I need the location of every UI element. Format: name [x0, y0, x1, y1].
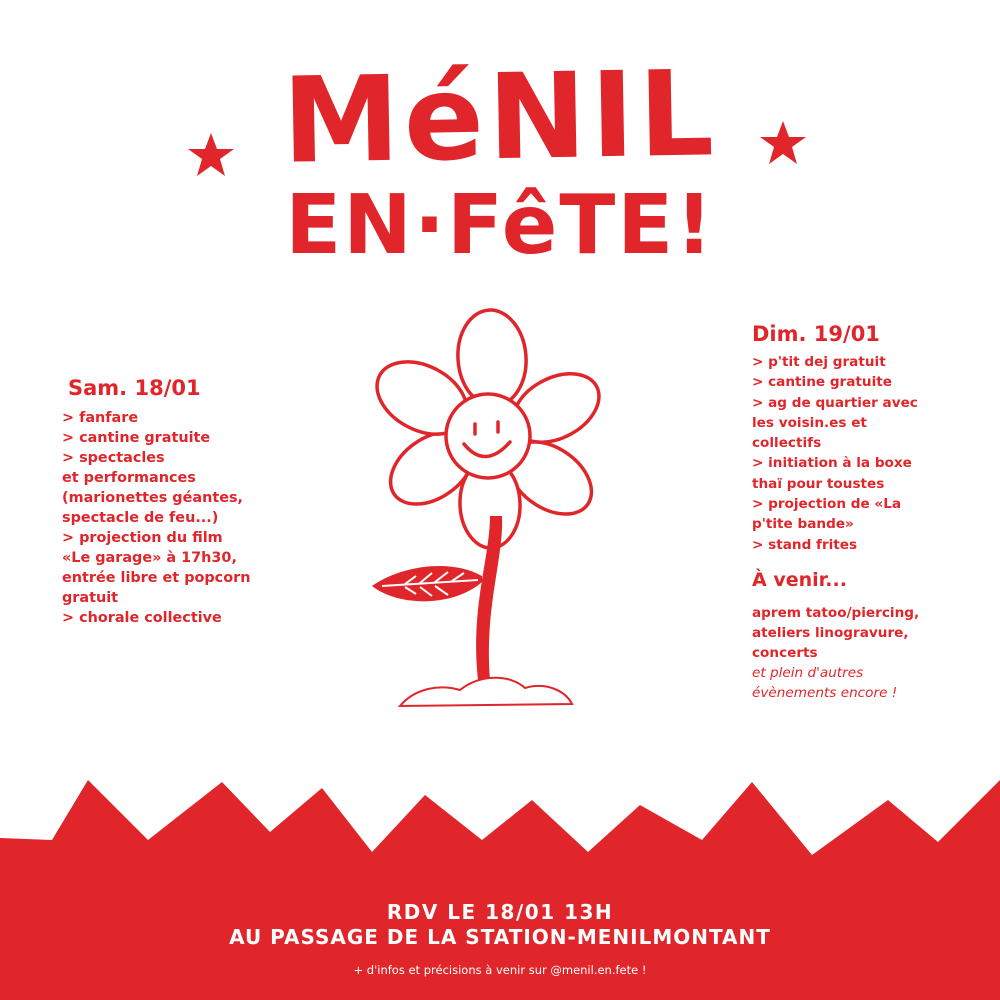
sunday-item: > initiation à la boxe — [752, 455, 912, 472]
rdv-location: AU PASSAGE DE LA STATION-MENILMONTANT — [229, 925, 771, 949]
sunday-item: les voisin.es et — [752, 414, 867, 431]
upcoming-item: aprem tatoo/piercing, — [752, 604, 920, 621]
saturday-item: gratuit — [62, 590, 119, 606]
saturday-item: > projection du film — [62, 530, 223, 546]
rdv-date: RDV LE 18/01 13H — [386, 900, 614, 924]
saturday-item: > spectacles — [62, 450, 165, 466]
sunday-item: collectifs — [752, 435, 822, 452]
upcoming-note: évènements encore ! — [752, 684, 898, 701]
sunday-item: > ag de quartier avec — [752, 394, 918, 411]
title-menil: MéNIL — [281, 44, 719, 190]
saturday-item: «Le garage» à 17h30, — [62, 550, 237, 566]
saturday-item: > cantine gratuite — [62, 430, 211, 446]
sunday-heading: Dim. 19/01 — [752, 322, 880, 346]
sunday-item: > stand frites — [752, 536, 858, 553]
title-en-fete: EN·FêTE! — [285, 178, 715, 273]
saturday-item: et performances — [62, 470, 196, 486]
upcoming-heading: À venir... — [752, 568, 847, 591]
upcoming-item: concerts — [752, 644, 818, 661]
saturday-item: (marionettes géantes, — [62, 490, 243, 506]
upcoming-item: ateliers linogravure, — [752, 624, 909, 641]
sunday-item: > projection de «La — [752, 496, 902, 513]
saturday-item: spectacle de feu...) — [62, 510, 219, 526]
saturday-item: > fanfare — [62, 410, 139, 426]
sunday-item: p'tite bande» — [752, 516, 854, 533]
sunday-item: > cantine gratuite — [752, 374, 892, 391]
sunday-item: thaï pour toustes — [752, 475, 885, 492]
info-line: + d'infos et précisions à venir sur @menil.en.fete ! — [353, 963, 647, 977]
upcoming-note: et plein d'autres — [752, 664, 864, 681]
saturday-heading: Sam. 18/01 — [68, 376, 201, 400]
saturday-item: > chorale collective — [62, 610, 222, 626]
sunday-item: > p'tit dej gratuit — [752, 354, 886, 370]
saturday-item: entrée libre et popcorn — [62, 570, 251, 586]
